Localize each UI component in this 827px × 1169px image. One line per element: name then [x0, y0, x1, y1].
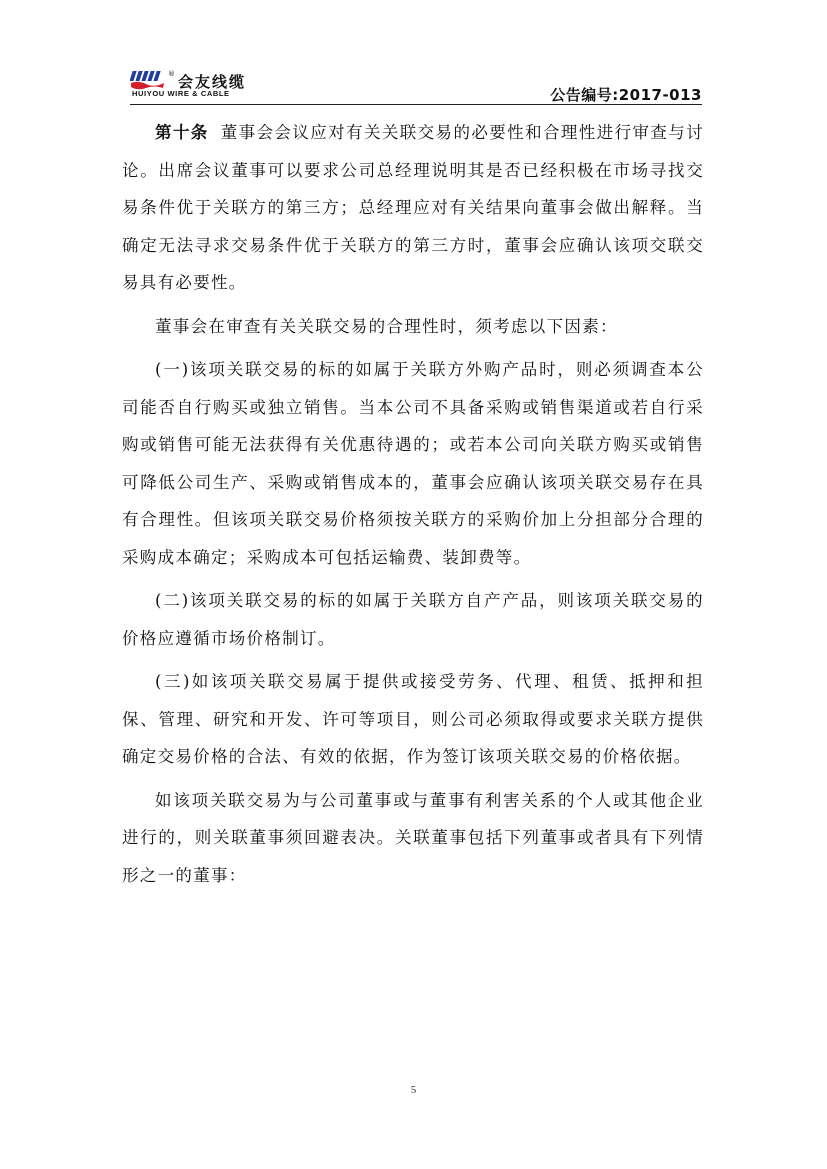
article-10-paragraph: [122, 114, 704, 302]
paragraph-item-3: (三)如该项关联交易属于提供或接受劳务、代理、租赁、抵押和担保、管理、研究和开发、许可等项目，则公司必须取得或要求关联方提供确定交易价格的合法、有效的依据，作为签订该项关联交易的价格依据。: [122, 672, 704, 766]
paragraph-item-1: (一)该项关联交易的标的如属于关联方外购产品时，则必须调查本公司能否自行购买或独立销售。当本公司不具备采购或销售渠道或若自行采购或销售可能无法获得有关优惠待遇的；或若本公司向关联方购买或销售可降低公司生产、采购或销售成本的，董事会应确认该项关联交易存在具有合理性。但该项关联交易价格须按关联方的采购价加上分担部分合理的采购成本确定；采购成本可包括运输费、装卸费等。: [122, 360, 704, 567]
paragraph: 董事会在审查有关关联交易的合理性时，须考虑以下因素：: [155, 316, 618, 336]
announcement-number: 公告编号:2017-013: [550, 86, 702, 104]
page-number: 5: [410, 1084, 417, 1096]
paragraph-text: 董事会会议应对有关关联交易的必要性和合理性进行审查与讨论。出席会议董事可以要求公司总经理说明其是否已经积极在市场寻找交易条件优于关联方的第三方；总经理应对有关结果向董事会做出解释。当确定无法寻求交易条件优于关联方的第三方时，董事会应确认该项交联交易具有必要性。: [122, 123, 704, 292]
document-body: [122, 114, 704, 894]
company-logo: [130, 70, 330, 100]
logo-english-name: HUIYOU WIRE & CABLE: [132, 89, 230, 98]
paragraph-item-2: (二)该项关联交易的标的如属于关联方自产产品，则该项关联交易的价格应遵循市场价格制订。: [122, 591, 704, 648]
page-header: [130, 70, 702, 104]
logo-chinese-name: 会友线缆: [178, 73, 247, 91]
article-title: 第十条: [155, 123, 209, 142]
paragraph: 如该项关联交易为与公司董事或与董事有利害关系的个人或其他企业进行的，则关联董事须回避表决。关联董事包括下列董事或者具有下列情形之一的董事：: [122, 790, 704, 885]
header-divider: [130, 104, 702, 105]
registered-mark: ®: [168, 70, 175, 78]
